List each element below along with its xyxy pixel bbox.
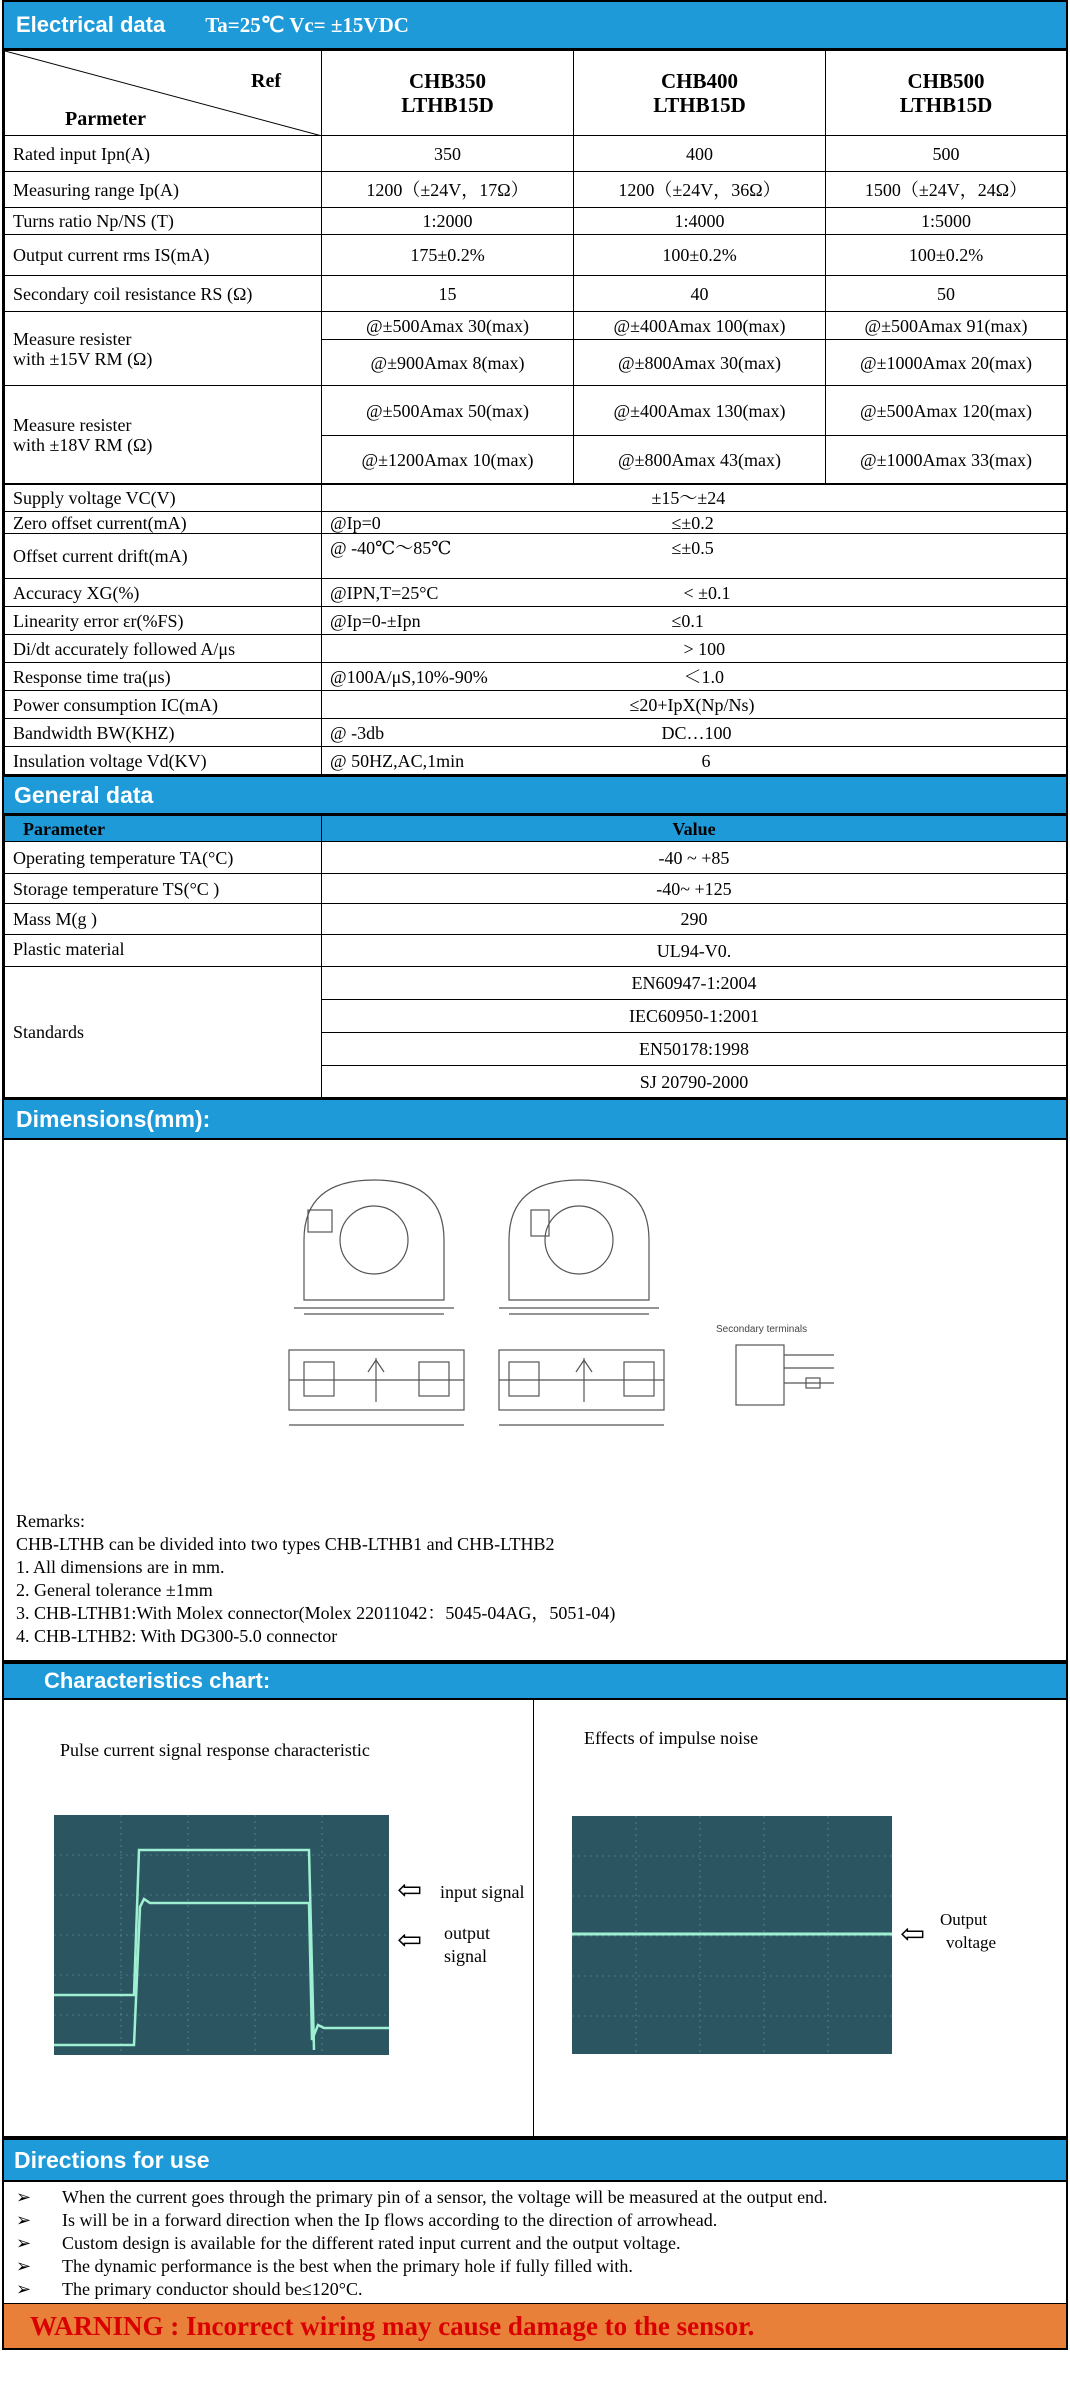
- table-row: Measuring range Ip(A) 1200（±24V，17Ω） 1200（±24V，36Ω） 1500（±24V，24Ω）: [5, 172, 1067, 208]
- rm18-label: Measure resister with ±18V RM (Ω): [5, 386, 322, 484]
- input-arrow-icon: ⇦: [397, 1874, 423, 1907]
- parameter-label: Parmeter: [65, 108, 147, 130]
- dimensions-title: Dimensions(mm):: [16, 1105, 211, 1132]
- table-row: Output current rms IS(mA) 175±0.2% 100±0.2% 100±0.2%: [5, 235, 1067, 276]
- output-voltage-arrow-icon: ⇦: [900, 1918, 926, 1951]
- directions-list: [4, 2182, 1066, 2304]
- table-row: Mass M(g ) 290: [5, 904, 1067, 935]
- impulse-scope-trace: [572, 1816, 892, 2054]
- spec-table: [4, 484, 1067, 775]
- dimension-drawing: [4, 1140, 1066, 1500]
- table-row: Storage temperature TS(°C ) -40~ +125: [5, 874, 1067, 904]
- table-row: Rated input Ipn(A) 350 400 500: [5, 136, 1067, 172]
- general-header-row: Parameter Value: [5, 816, 1067, 842]
- remarks: Remarks: CHB-LTHB can be divided into two types CHB-LTHB1 and CHB-LTHB2 1. All dimensions are in mm. 2. General tolerance ±1mm 3. CHB-LTHB1:With Molex connector(Molex 22011042：5045-04AG，5051-04) 4. CHB-LTHB2: With DG300-5.0 connector: [16, 1511, 616, 1646]
- model-chb400: CHB400 LTHB15D: [574, 51, 826, 136]
- list-item: ➢ Custom design is available for the different rated input current and the output voltage.: [16, 2233, 681, 2253]
- general-data-header: [4, 775, 1066, 815]
- table-row: @±1200Amax 10(max) @±800Amax 43(max) @±1000Amax 33(max): [5, 436, 1067, 484]
- table-row: Linearity error εr(%FS) @Ip=0-±Ipn ≤0.1: [5, 607, 1067, 635]
- standards-label: Standards: [5, 967, 322, 1098]
- general-data-title: General data: [14, 781, 154, 808]
- model-chb350: CHB350 LTHB15D: [322, 51, 574, 136]
- impulse-caption: Effects of impulse noise: [584, 1728, 759, 1748]
- table-row: Measure resister with ±15V RM (Ω) @±500Amax 30(max) @±400Amax 100(max) @±500Amax 91(max): [5, 312, 1067, 340]
- table-row: Offset current drift(mA) @ -40℃～85℃ ≤±0.5: [5, 534, 1067, 579]
- table-row: EN50178:1998: [5, 1033, 1067, 1066]
- list-item: ➢ The primary conductor should be≤120°C.: [16, 2279, 363, 2299]
- electrical-conditions: Ta=25℃ Vc= ±15VDC: [205, 12, 409, 37]
- table-row: Insulation voltage Vd(KV) @ 50HZ,AC,1min 6: [5, 747, 1067, 775]
- electrical-data-title: Electrical data: [16, 12, 166, 37]
- table-row: Bandwidth BW(KHZ) @ -3db DC…100: [5, 719, 1067, 747]
- secondary-terminals-label: Secondary terminals: [716, 1324, 808, 1335]
- ref-param-cell: [5, 51, 322, 136]
- table-row: SJ 20790-2000: [5, 1066, 1067, 1098]
- impulse-noise-panel: [534, 1700, 1066, 2136]
- table-row: Zero offset current(mA) @Ip=0 ≤±0.2: [5, 512, 1067, 534]
- input-signal-label: input signal: [440, 1882, 525, 1902]
- rm15-label: Measure resister with ±15V RM (Ω): [5, 312, 322, 386]
- general-table: [4, 815, 1067, 1098]
- list-item: ➢ Is will be in a forward direction when the Ip flows according to the direction of arrowhead.: [16, 2210, 718, 2230]
- electrical-table: [4, 50, 1067, 484]
- pulse-scope-trace: [54, 1815, 389, 2055]
- output-voltage-label: Output voltage: [940, 1910, 997, 1952]
- model-chb500: CHB500 LTHB15D: [826, 51, 1067, 136]
- list-item: ➢ When the current goes through the primary pin of a sensor, the voltage will be measured at the output end.: [16, 2187, 828, 2207]
- table-row: Power consumption IC(mA) ≤20+IpX(Np/Ns): [5, 691, 1067, 719]
- output-arrow-icon: ⇦: [397, 1924, 423, 1957]
- table-row: Operating temperature TA(°C) -40 ~ +85: [5, 842, 1067, 874]
- dimensions-section: [4, 1140, 1066, 1662]
- table-row: Supply voltage VC(V) ±15～±24: [5, 485, 1067, 512]
- table-row: Measure resister with ±18V RM (Ω) @±500Amax 50(max) @±400Amax 130(max) @±500Amax 120(max): [5, 386, 1067, 436]
- pulse-caption: Pulse current signal response characteristic: [60, 1740, 370, 1760]
- directions-title: Directions for use: [14, 2146, 210, 2173]
- electrical-data-header: [4, 0, 1066, 50]
- table-row: Secondary coil resistance RS (Ω) 15 40 50: [5, 276, 1067, 312]
- diagonal-divider: [5, 51, 322, 136]
- dimensions-header: [4, 1098, 1066, 1140]
- table-row: Plastic material UL94-V0.: [5, 935, 1067, 967]
- pulse-response-panel: [4, 1700, 534, 2136]
- impulse-scope-image: [572, 1816, 892, 2054]
- warning-banner: WARNING : Incorrect wiring may cause damage to the sensor.: [4, 2304, 1066, 2350]
- table-row: @±900Amax 8(max) @±800Amax 30(max) @±1000Amax 20(max): [5, 340, 1067, 386]
- characteristics-header: [4, 1662, 1066, 1700]
- table-row: Standards EN60947-1:2004: [5, 967, 1067, 1000]
- datasheet-page: [2, 0, 1068, 2350]
- table-row: Accuracy XG(%) @IPN,T=25°C < ±0.1: [5, 579, 1067, 607]
- list-item: ➢ The dynamic performance is the best when the primary hole if fully filled with.: [16, 2256, 633, 2276]
- table-row: Response time tra(μs) @100A/μS,10%-90% ＜1.0: [5, 663, 1067, 691]
- table-row: Di/dt accurately followed A/μs > 100: [5, 635, 1067, 663]
- directions-header: [4, 2138, 1066, 2182]
- table-row: Turns ratio Np/NS (T) 1:2000 1:4000 1:5000: [5, 208, 1067, 235]
- characteristics-title: Characteristics chart:: [44, 1668, 271, 1693]
- model-header-row: [5, 51, 1067, 136]
- characteristics-section: [4, 1700, 1066, 2138]
- ref-label: Ref: [251, 70, 281, 92]
- table-row: IEC60950-1:2001: [5, 1000, 1067, 1033]
- pulse-scope-image: [54, 1815, 389, 2055]
- output-signal-label: output signal: [444, 1923, 491, 1966]
